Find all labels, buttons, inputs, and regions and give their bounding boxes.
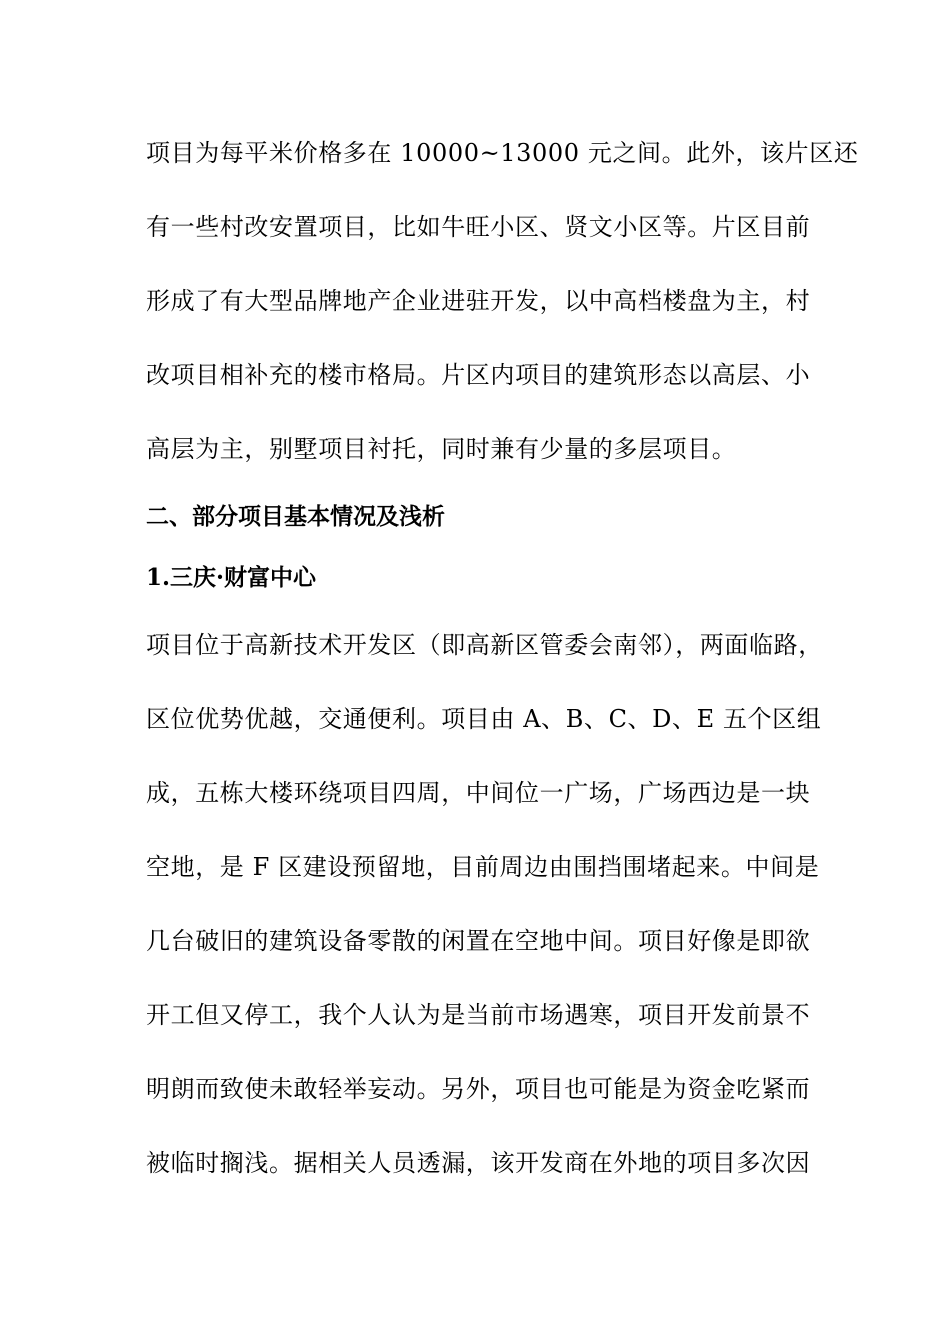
paragraph-line: 成，五栋大楼环绕项目四周，中间位一广场，广场西边是一块 — [146, 779, 811, 807]
paragraph-line: 开工但又停工，我个人认为是当前市场遇寒，项目开发前景不 — [146, 1001, 811, 1029]
section-heading: 二、部分项目基本情况及浅析 — [146, 503, 445, 530]
paragraph-line: 形成了有大型品牌地产企业进驻开发，以中高档楼盘为主，村 — [146, 287, 811, 315]
subsection-heading: 1.三庆·财富中心 — [146, 564, 317, 591]
paragraph-line: 几台破旧的建筑设备零散的闲置在空地中间。项目好像是即欲 — [146, 927, 811, 955]
paragraph-line: 改项目相补充的楼市格局。片区内项目的建筑形态以高层、小 — [146, 361, 811, 389]
paragraph-line: 区位优势优越，交通便利。项目由 A、B、C、D、E 五个区组 — [146, 705, 822, 733]
paragraph-line: 有一些村改安置项目，比如牛旺小区、贤文小区等。片区目前 — [146, 213, 811, 241]
paragraph-line: 明朗而致使未敢轻举妄动。另外，项目也可能是为资金吃紧而 — [146, 1075, 811, 1103]
paragraph-line: 高层为主，别墅项目衬托，同时兼有少量的多层项目。 — [146, 435, 737, 463]
paragraph-line: 项目为每平米价格多在 10000~13000 元之间。此外，该片区还 — [146, 139, 859, 167]
paragraph-line: 项目位于高新技术开发区（即高新区管委会南邻），两面临路， — [146, 631, 823, 659]
paragraph-line: 空地，是 F 区建设预留地，目前周边由围挡围堵起来。中间是 — [146, 853, 820, 881]
paragraph-line: 被临时搁浅。据相关人员透漏，该开发商在外地的项目多次因 — [146, 1149, 811, 1177]
